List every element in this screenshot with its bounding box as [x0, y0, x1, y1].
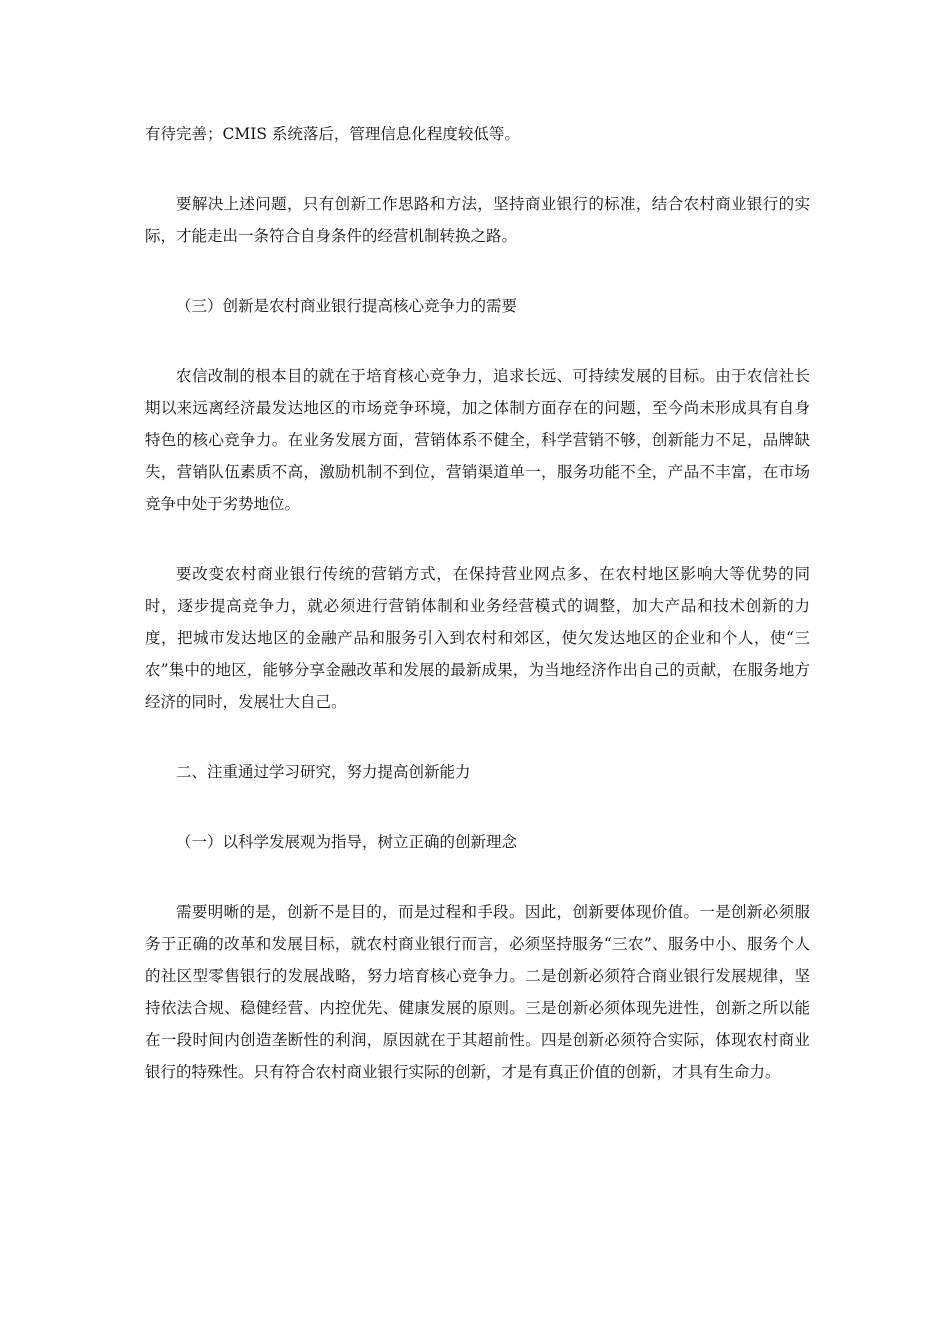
- document-body: [145, 118, 810, 1126]
- paragraph-continuation: 有待完善；CMIS 系统落后，管理信息化程度较低等。: [145, 125, 520, 143]
- paragraph: 需要明晰的是，创新不是目的，而是过程和手段。因此，创新要体现价值。一是创新必须服务于正确的改革和发展目标，就农村商业银行而言，必须坚持服务“三农”、服务中小、服务个人的社区型零售银行的发展战略，努力培育核心竞争力。二是创新必须符合商业银行发展规律，坚持依法合规、稳健经营、内控优先、健康发展的原则。三是创新必须体现先进性，创新之所以能在一段时间内创造垄断性的利润，原因就在于其超前性。四是创新必须符合实际，体现农村商业银行的特殊性。只有符合农村商业银行实际的创新，才是有真正价值的创新，才具有生命力。: [145, 903, 810, 1081]
- paragraph: 要解决上述问题，只有创新工作思路和方法，坚持商业银行的标准，结合农村商业银行的实际，才能走出一条符合自身条件的经营机制转换之路。: [145, 195, 810, 245]
- section-heading: （三）创新是农村商业银行提高核心竞争力的需要: [176, 297, 518, 315]
- paragraph: 农信改制的根本目的就在于培育核心竞争力，追求长远、可持续发展的目标。由于农信社长期以来远离经济最发达地区的市场竞争环境，加之体制方面存在的问题，至今尚未形成具有自身特色的核心竞争力。在业务发展方面，营销体系不健全，科学营销不够，创新能力不足，品牌缺失，营销队伍素质不高，激励机制不到位，营销渠道单一，服务功能不全，产品不丰富，在市场竞争中处于劣势地位。: [145, 367, 810, 513]
- section-heading: （一）以科学发展观为指导，树立正确的创新理念: [176, 833, 518, 851]
- paragraph: 要改变农村商业银行传统的营销方式，在保持营业网点多、在农村地区影响大等优势的同时，逐步提高竞争力，就必须进行营销体制和业务经营模式的调整，加大产品和技术创新的力度，把城市发达地区的金融产品和服务引入到农村和郊区，使欠发达地区的企业和个人，使“三农”集中的地区，能够分享金融改革和发展的最新成果，为当地经济作出自己的贡献，在服务地方经济的同时，发展壮大自己。: [145, 565, 810, 711]
- section-heading: 二、注重通过学习研究，努力提高创新能力: [176, 763, 471, 781]
